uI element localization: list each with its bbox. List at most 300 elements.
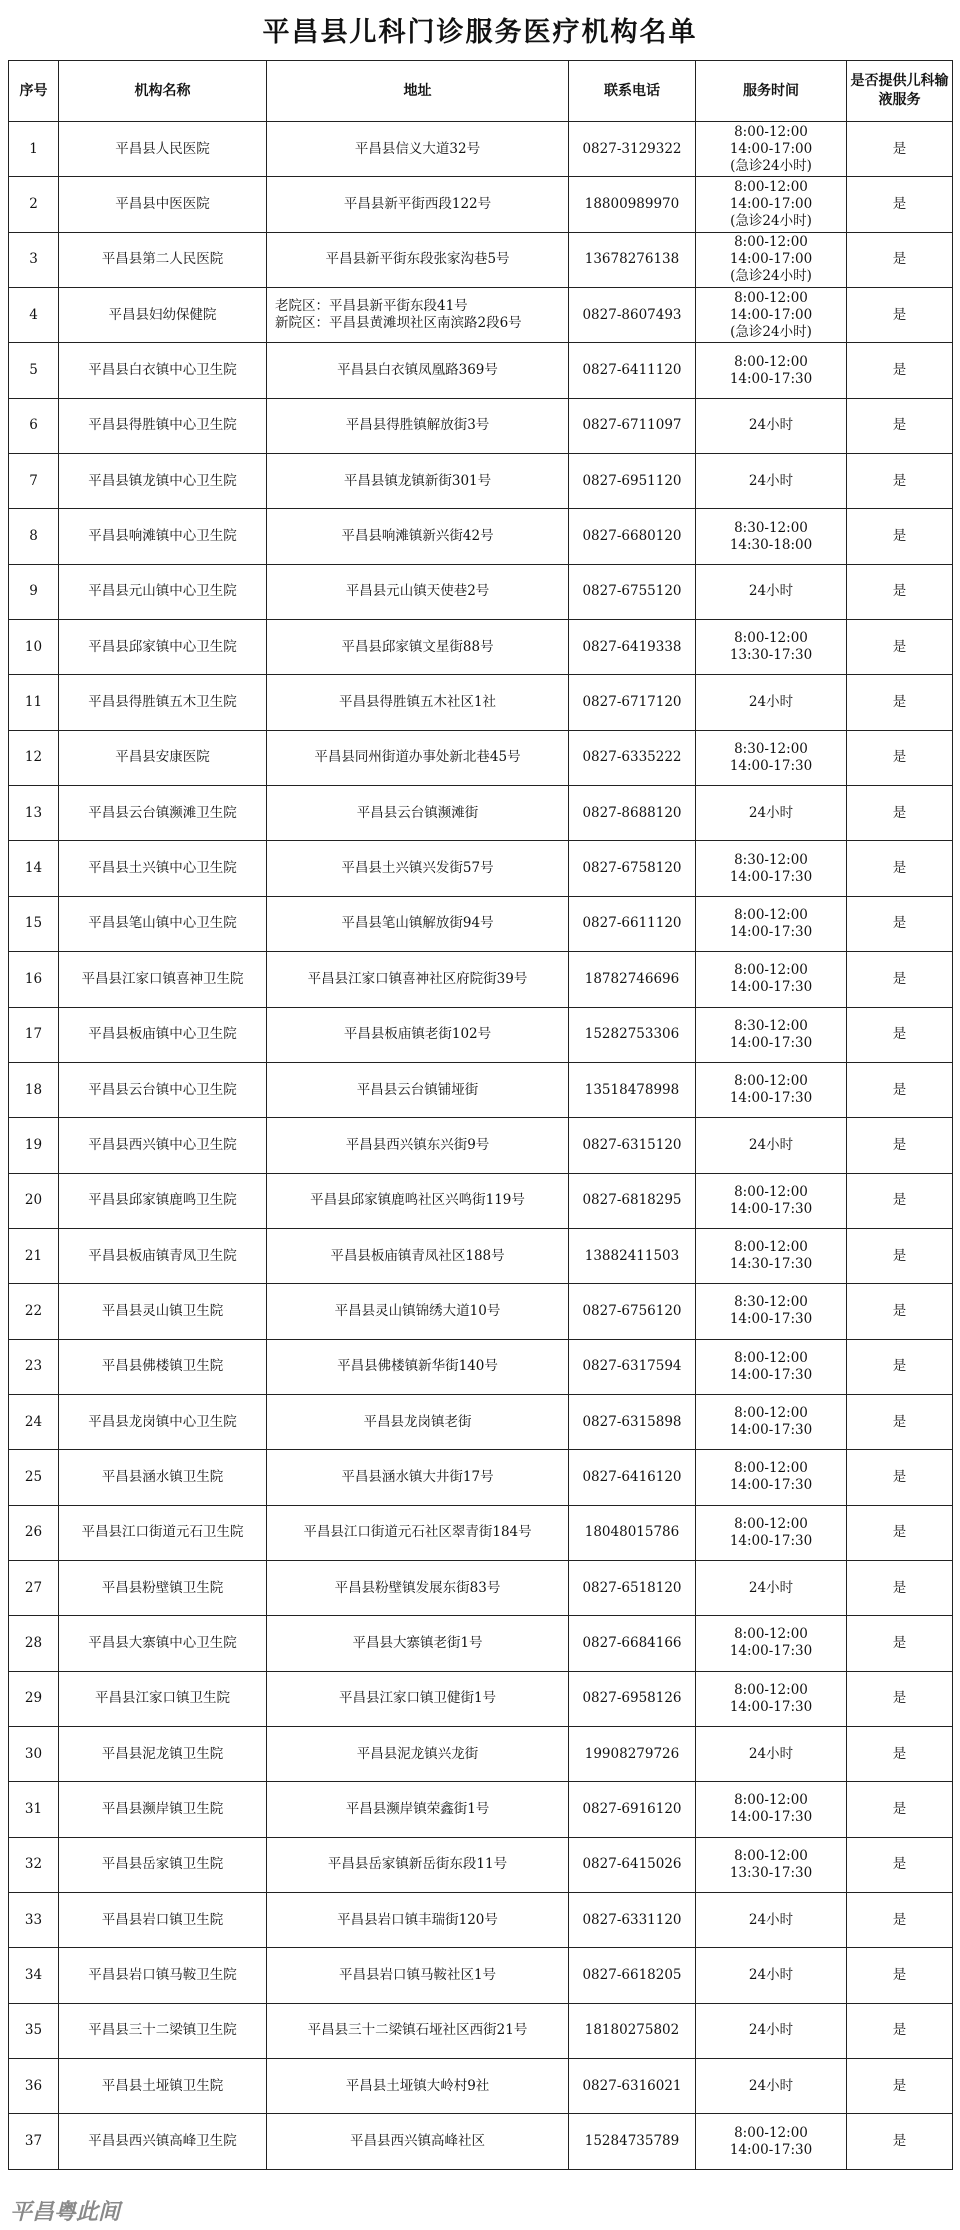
address-cell [267, 1394, 569, 1449]
row-no: 5 [9, 343, 59, 398]
row-no: 15 [9, 896, 59, 951]
service-hours-line: 8:00-12:00 [734, 1681, 808, 1698]
row-no: 19 [9, 1118, 59, 1173]
table-row [9, 1062, 953, 1117]
service-hours-cell [696, 786, 847, 841]
address-cell [267, 1837, 569, 1892]
address-cell [267, 1560, 569, 1615]
service-hours-cell [696, 675, 847, 730]
service-hours-cell [696, 620, 847, 675]
iv-service: 是 [847, 1560, 953, 1615]
service-hours-cell [696, 1560, 847, 1615]
institution-name: 平昌县白衣镇中心卫生院 [59, 343, 267, 398]
phone: 0827-6315120 [569, 1118, 696, 1173]
iv-service: 是 [847, 896, 953, 951]
service-hours-line: 8:00-12:00 [734, 1073, 808, 1090]
institution-name: 平昌县响滩镇中心卫生院 [59, 509, 267, 564]
service-hours-line: 8:30-12:00 [734, 740, 808, 757]
service-hours-cell [696, 509, 847, 564]
service-hours-line: (急诊24小时) [730, 213, 812, 230]
iv-service: 是 [847, 1062, 953, 1117]
address-line: 平昌县笔山镇解放街94号 [341, 915, 494, 932]
address-cell [267, 2059, 569, 2114]
iv-service: 是 [847, 1450, 953, 1505]
institution-name: 平昌县得胜镇中心卫生院 [59, 398, 267, 453]
row-no: 10 [9, 620, 59, 675]
institution-name: 平昌县江家口镇喜神卫生院 [59, 952, 267, 1007]
institution-name: 平昌县三十二梁镇卫生院 [59, 2003, 267, 2058]
institution-name: 平昌县岩口镇马鞍卫生院 [59, 1948, 267, 2003]
service-hours-line: 14:00-17:30 [729, 370, 813, 387]
service-hours-line: 14:00-17:30 [729, 757, 813, 774]
address-line: 平昌县灵山镇锦绣大道10号 [334, 1302, 501, 1319]
address-line: 平昌县江口街道元石社区翠青街184号 [303, 1524, 532, 1541]
row-no: 17 [9, 1007, 59, 1062]
service-hours-cell [696, 1450, 847, 1505]
iv-service: 是 [847, 288, 953, 343]
table-row [9, 786, 953, 841]
service-hours-cell [696, 841, 847, 896]
service-hours-line: 14:00-17:30 [729, 2141, 813, 2158]
phone: 0827-6315898 [569, 1394, 696, 1449]
header-name: 机构名称 [59, 61, 267, 122]
address-line: 平昌县新平街东段张家沟巷5号 [325, 251, 510, 268]
table-row [9, 1893, 953, 1948]
table-row [9, 1339, 953, 1394]
address-line: 平昌县泥龙镇兴龙街 [356, 1745, 479, 1762]
phone: 15284735789 [569, 2114, 696, 2169]
phone: 0827-3129322 [569, 122, 696, 177]
service-hours-cell [696, 122, 847, 177]
service-hours-cell [696, 1228, 847, 1283]
phone: 0827-8688120 [569, 786, 696, 841]
service-hours-line: (急诊24小时) [730, 323, 812, 340]
service-hours-line: 24小时 [748, 1745, 794, 1762]
service-hours-line: 8:30-12:00 [734, 1017, 808, 1034]
service-hours-line: 14:00-17:30 [729, 923, 813, 940]
service-hours-cell [696, 454, 847, 509]
table-row [9, 841, 953, 896]
service-hours-cell [696, 398, 847, 453]
address-cell [267, 1671, 569, 1726]
service-hours-cell [696, 1837, 847, 1892]
service-hours-line: 14:00-17:30 [729, 979, 813, 996]
iv-service: 是 [847, 1948, 953, 2003]
table-row [9, 1671, 953, 1726]
header-hours: 服务时间 [696, 61, 847, 122]
address-line: 平昌县江家口镇喜神社区府院街39号 [307, 970, 528, 987]
service-hours-cell [696, 1782, 847, 1837]
table-row [9, 1450, 953, 1505]
address-line: 老院区：平昌县新平街东段41号 [275, 298, 468, 315]
institution-name: 平昌县妇幼保健院 [59, 288, 267, 343]
service-hours-line: 14:00-17:30 [729, 1034, 813, 1051]
phone: 0827-6756120 [569, 1284, 696, 1339]
table-row [9, 288, 953, 343]
service-hours-line: 24小时 [748, 1911, 794, 1928]
address-cell [267, 1118, 569, 1173]
address-cell [267, 952, 569, 1007]
iv-service: 是 [847, 232, 953, 287]
address-line: 平昌县岳家镇新岳街东段11号 [327, 1856, 508, 1873]
address-cell [267, 509, 569, 564]
table-row [9, 1394, 953, 1449]
address-line: 平昌县镇龙镇新街301号 [343, 472, 492, 489]
phone: 0827-6518120 [569, 1560, 696, 1615]
table-row [9, 1173, 953, 1228]
service-hours-line: 8:00-12:00 [734, 1515, 808, 1532]
iv-service: 是 [847, 177, 953, 232]
row-no: 27 [9, 1560, 59, 1615]
address-line: 平昌县江家口镇卫健街1号 [338, 1690, 497, 1707]
row-no: 34 [9, 1948, 59, 2003]
institution-name: 平昌县人民医院 [59, 122, 267, 177]
address-cell [267, 343, 569, 398]
service-hours-line: 8:00-12:00 [734, 1460, 808, 1477]
phone: 18180275802 [569, 2003, 696, 2058]
address-cell [267, 841, 569, 896]
address-line: 平昌县云台镇濒滩街 [356, 804, 479, 821]
table-row [9, 1007, 953, 1062]
table-row [9, 2003, 953, 2058]
clinic-table [8, 60, 953, 2170]
service-hours-line: (急诊24小时) [730, 268, 812, 285]
institution-name: 平昌县江家口镇卫生院 [59, 1671, 267, 1726]
row-no: 25 [9, 1450, 59, 1505]
phone: 0827-6951120 [569, 454, 696, 509]
row-no: 8 [9, 509, 59, 564]
address-line: 平昌县信义大道32号 [354, 140, 481, 157]
address-line: 平昌县板庙镇青凤社区188号 [330, 1247, 505, 1264]
phone: 0827-6717120 [569, 675, 696, 730]
service-hours-line: 14:00-17:30 [729, 868, 813, 885]
address-line: 平昌县岩口镇马鞍社区1号 [338, 1967, 497, 1984]
address-line: 平昌县龙岗镇老街 [363, 1413, 472, 1430]
row-no: 31 [9, 1782, 59, 1837]
phone: 19908279726 [569, 1726, 696, 1781]
table-row [9, 1505, 953, 1560]
service-hours-line: 24小时 [748, 694, 794, 711]
service-hours-cell [696, 1118, 847, 1173]
service-hours-cell [696, 1726, 847, 1781]
institution-name: 平昌县土兴镇中心卫生院 [59, 841, 267, 896]
iv-service: 是 [847, 454, 953, 509]
watermark: 平昌粤此间 [10, 2200, 121, 2225]
address-line: 平昌县同州街道办事处新北巷45号 [314, 749, 521, 766]
service-hours-line: 14:00-17:30 [729, 1090, 813, 1107]
institution-name: 平昌县大寨镇中心卫生院 [59, 1616, 267, 1671]
institution-name: 平昌县第二人民医院 [59, 232, 267, 287]
institution-name: 平昌县江口街道元石卫生院 [59, 1505, 267, 1560]
table-row [9, 952, 953, 1007]
row-no: 23 [9, 1339, 59, 1394]
address-line: 平昌县濒岸镇荣鑫街1号 [345, 1800, 490, 1817]
address-cell [267, 786, 569, 841]
row-no: 21 [9, 1228, 59, 1283]
address-line: 平昌县粉壁镇发展东街83号 [334, 1579, 501, 1596]
row-no: 16 [9, 952, 59, 1007]
institution-name: 平昌县笔山镇中心卫生院 [59, 896, 267, 951]
phone: 15282753306 [569, 1007, 696, 1062]
row-no: 2 [9, 177, 59, 232]
phone: 0827-6618205 [569, 1948, 696, 2003]
institution-name: 平昌县粉壁镇卫生院 [59, 1560, 267, 1615]
phone: 13678276138 [569, 232, 696, 287]
service-hours-line: 24小时 [748, 2022, 794, 2039]
service-hours-cell [696, 1062, 847, 1117]
phone: 0827-6611120 [569, 896, 696, 951]
service-hours-cell [696, 1284, 847, 1339]
iv-service: 是 [847, 1837, 953, 1892]
institution-name: 平昌县邱家镇鹿鸣卫生院 [59, 1173, 267, 1228]
address-line: 平昌县大寨镇老街1号 [352, 1634, 483, 1651]
address-line: 平昌县佛楼镇新华街140号 [337, 1358, 498, 1375]
service-hours-cell [696, 343, 847, 398]
address-cell [267, 122, 569, 177]
row-no: 20 [9, 1173, 59, 1228]
table-row [9, 1616, 953, 1671]
service-hours-line: 8:30-12:00 [734, 519, 808, 536]
address-cell [267, 1782, 569, 1837]
address-cell [267, 620, 569, 675]
address-line: 平昌县新平街西段122号 [343, 196, 492, 213]
address-line: 平昌县岩口镇丰瑞街120号 [337, 1911, 498, 1928]
service-hours-line: 8:00-12:00 [734, 1349, 808, 1366]
iv-service: 是 [847, 730, 953, 785]
page-title: 平昌县儿科门诊服务医疗机构名单 [262, 17, 698, 48]
phone: 0827-8607493 [569, 288, 696, 343]
address-line: 平昌县土兴镇兴发街57号 [341, 860, 494, 877]
service-hours-line: 8:00-12:00 [734, 179, 808, 196]
iv-service: 是 [847, 2114, 953, 2169]
address-line: 平昌县邱家镇文星街88号 [341, 638, 494, 655]
address-line: 平昌县土垭镇大岭村9社 [345, 2077, 490, 2094]
row-no: 13 [9, 786, 59, 841]
row-no: 1 [9, 122, 59, 177]
phone: 0827-6680120 [569, 509, 696, 564]
service-hours-cell [696, 1948, 847, 2003]
row-no: 32 [9, 1837, 59, 1892]
address-cell [267, 1948, 569, 2003]
iv-service: 是 [847, 2059, 953, 2114]
table-row [9, 232, 953, 287]
row-no: 28 [9, 1616, 59, 1671]
iv-service: 是 [847, 1505, 953, 1560]
service-hours-cell [696, 1173, 847, 1228]
table-row [9, 675, 953, 730]
address-line: 平昌县白衣镇凤凰路369号 [337, 362, 498, 379]
service-hours-line: 14:00-17:30 [729, 1422, 813, 1439]
table-row [9, 1726, 953, 1781]
row-no: 4 [9, 288, 59, 343]
service-hours-line: 8:30-12:00 [734, 851, 808, 868]
service-hours-line: 14:30-18:00 [729, 536, 813, 553]
address-cell [267, 675, 569, 730]
institution-name: 平昌县濒岸镇卫生院 [59, 1782, 267, 1837]
service-hours-cell [696, 177, 847, 232]
service-hours-line: 8:00-12:00 [734, 906, 808, 923]
institution-name: 平昌县板庙镇中心卫生院 [59, 1007, 267, 1062]
service-hours-cell [696, 1616, 847, 1671]
row-no: 24 [9, 1394, 59, 1449]
address-cell [267, 1173, 569, 1228]
address-line: 平昌县涵水镇大井街17号 [341, 1468, 494, 1485]
address-line: 新院区：平昌县黄滩坝社区南滨路2段6号 [275, 315, 522, 332]
row-no: 12 [9, 730, 59, 785]
table-row [9, 509, 953, 564]
row-no: 26 [9, 1505, 59, 1560]
service-hours-cell [696, 1339, 847, 1394]
institution-name: 平昌县邱家镇中心卫生院 [59, 620, 267, 675]
address-cell [267, 564, 569, 619]
table-row [9, 2059, 953, 2114]
service-hours-line: 14:00-17:00 [729, 196, 813, 213]
phone: 0827-6758120 [569, 841, 696, 896]
iv-service: 是 [847, 952, 953, 1007]
header-phone: 联系电话 [569, 61, 696, 122]
service-hours-line: 24小时 [748, 472, 794, 489]
address-cell [267, 730, 569, 785]
phone: 0827-6755120 [569, 564, 696, 619]
service-hours-line: 14:00-17:30 [729, 1809, 813, 1826]
phone: 0827-6415026 [569, 1837, 696, 1892]
service-hours-line: 14:00-17:30 [729, 1477, 813, 1494]
table-row [9, 398, 953, 453]
table-row [9, 1118, 953, 1173]
table-row [9, 1560, 953, 1615]
phone: 0827-6317594 [569, 1339, 696, 1394]
service-hours-line: 24小时 [748, 583, 794, 600]
address-cell [267, 177, 569, 232]
iv-service: 是 [847, 1339, 953, 1394]
phone: 0827-6419338 [569, 620, 696, 675]
phone: 0827-6958126 [569, 1671, 696, 1726]
row-no: 37 [9, 2114, 59, 2169]
iv-service: 是 [847, 675, 953, 730]
service-hours-line: 24小时 [748, 1967, 794, 1984]
service-hours-line: 8:00-12:00 [734, 1183, 808, 1200]
address-line: 平昌县板庙镇老街102号 [343, 1026, 492, 1043]
table-row [9, 343, 953, 398]
address-cell [267, 1726, 569, 1781]
header-address: 地址 [267, 61, 569, 122]
row-no: 22 [9, 1284, 59, 1339]
institution-name: 平昌县得胜镇五木卫生院 [59, 675, 267, 730]
iv-service: 是 [847, 1228, 953, 1283]
iv-service: 是 [847, 398, 953, 453]
iv-service: 是 [847, 343, 953, 398]
phone: 13882411503 [569, 1228, 696, 1283]
phone: 0827-6316021 [569, 2059, 696, 2114]
service-hours-line: 24小时 [748, 417, 794, 434]
service-hours-line: 8:00-12:00 [734, 123, 808, 140]
address-cell [267, 398, 569, 453]
service-hours-line: 24小时 [748, 804, 794, 821]
service-hours-line: 8:00-12:00 [734, 353, 808, 370]
service-hours-line: 8:00-12:00 [734, 1792, 808, 1809]
address-cell [267, 1228, 569, 1283]
service-hours-line: 8:00-12:00 [734, 962, 808, 979]
institution-name: 平昌县安康医院 [59, 730, 267, 785]
row-no: 33 [9, 1893, 59, 1948]
institution-name: 平昌县云台镇中心卫生院 [59, 1062, 267, 1117]
iv-service: 是 [847, 509, 953, 564]
phone: 0827-6331120 [569, 1893, 696, 1948]
iv-service: 是 [847, 1616, 953, 1671]
table-row [9, 1228, 953, 1283]
institution-name: 平昌县云台镇濒滩卫生院 [59, 786, 267, 841]
address-cell [267, 1616, 569, 1671]
institution-name: 平昌县土垭镇卫生院 [59, 2059, 267, 2114]
service-hours-line: 14:00-17:30 [729, 1698, 813, 1715]
iv-service: 是 [847, 1671, 953, 1726]
phone: 18782746696 [569, 952, 696, 1007]
address-line: 平昌县西兴镇东兴街9号 [345, 1136, 490, 1153]
address-cell [267, 1339, 569, 1394]
service-hours-cell [696, 896, 847, 951]
service-hours-line: 8:00-12:00 [734, 1847, 808, 1864]
iv-service: 是 [847, 1173, 953, 1228]
address-cell [267, 454, 569, 509]
service-hours-cell [696, 1671, 847, 1726]
institution-name: 平昌县岳家镇卫生院 [59, 1837, 267, 1892]
table-row [9, 2114, 953, 2169]
address-line: 平昌县响滩镇新兴街42号 [341, 528, 494, 545]
table-header-row [9, 61, 953, 122]
service-hours-cell [696, 952, 847, 1007]
institution-name: 平昌县西兴镇高峰卫生院 [59, 2114, 267, 2169]
header-no: 序号 [9, 61, 59, 122]
row-no: 14 [9, 841, 59, 896]
address-cell [267, 232, 569, 287]
institution-name: 平昌县涵水镇卫生院 [59, 1450, 267, 1505]
service-hours-cell [696, 288, 847, 343]
table-row [9, 122, 953, 177]
service-hours-line: 14:00-17:30 [729, 1366, 813, 1383]
address-cell [267, 2114, 569, 2169]
service-hours-line: 8:00-12:00 [734, 1405, 808, 1422]
address-cell [267, 896, 569, 951]
service-hours-line: 8:30-12:00 [734, 1294, 808, 1311]
address-cell [267, 2003, 569, 2058]
table-row [9, 896, 953, 951]
service-hours-cell [696, 2114, 847, 2169]
address-line: 平昌县得胜镇五木社区1社 [338, 694, 497, 711]
service-hours-line: 24小时 [748, 2077, 794, 2094]
iv-service: 是 [847, 841, 953, 896]
institution-name: 平昌县灵山镇卫生院 [59, 1284, 267, 1339]
service-hours-cell [696, 564, 847, 619]
table-row [9, 177, 953, 232]
row-no: 7 [9, 454, 59, 509]
address-line: 平昌县得胜镇解放街3号 [345, 417, 490, 434]
institution-name: 平昌县镇龙镇中心卫生院 [59, 454, 267, 509]
row-no: 35 [9, 2003, 59, 2058]
phone: 18800989970 [569, 177, 696, 232]
phone: 0827-6335222 [569, 730, 696, 785]
service-hours-line: (急诊24小时) [730, 157, 812, 174]
header-iv-service: 是否提供儿科输液服务 [847, 61, 953, 122]
address-cell [267, 1450, 569, 1505]
iv-service: 是 [847, 1284, 953, 1339]
service-hours-cell [696, 2003, 847, 2058]
address-line: 平昌县云台镇铺垭街 [356, 1081, 479, 1098]
phone: 0827-6916120 [569, 1782, 696, 1837]
phone: 0827-6411120 [569, 343, 696, 398]
phone: 18048015786 [569, 1505, 696, 1560]
service-hours-line: 14:00-17:00 [729, 140, 813, 157]
service-hours-line: 8:00-12:00 [734, 1626, 808, 1643]
